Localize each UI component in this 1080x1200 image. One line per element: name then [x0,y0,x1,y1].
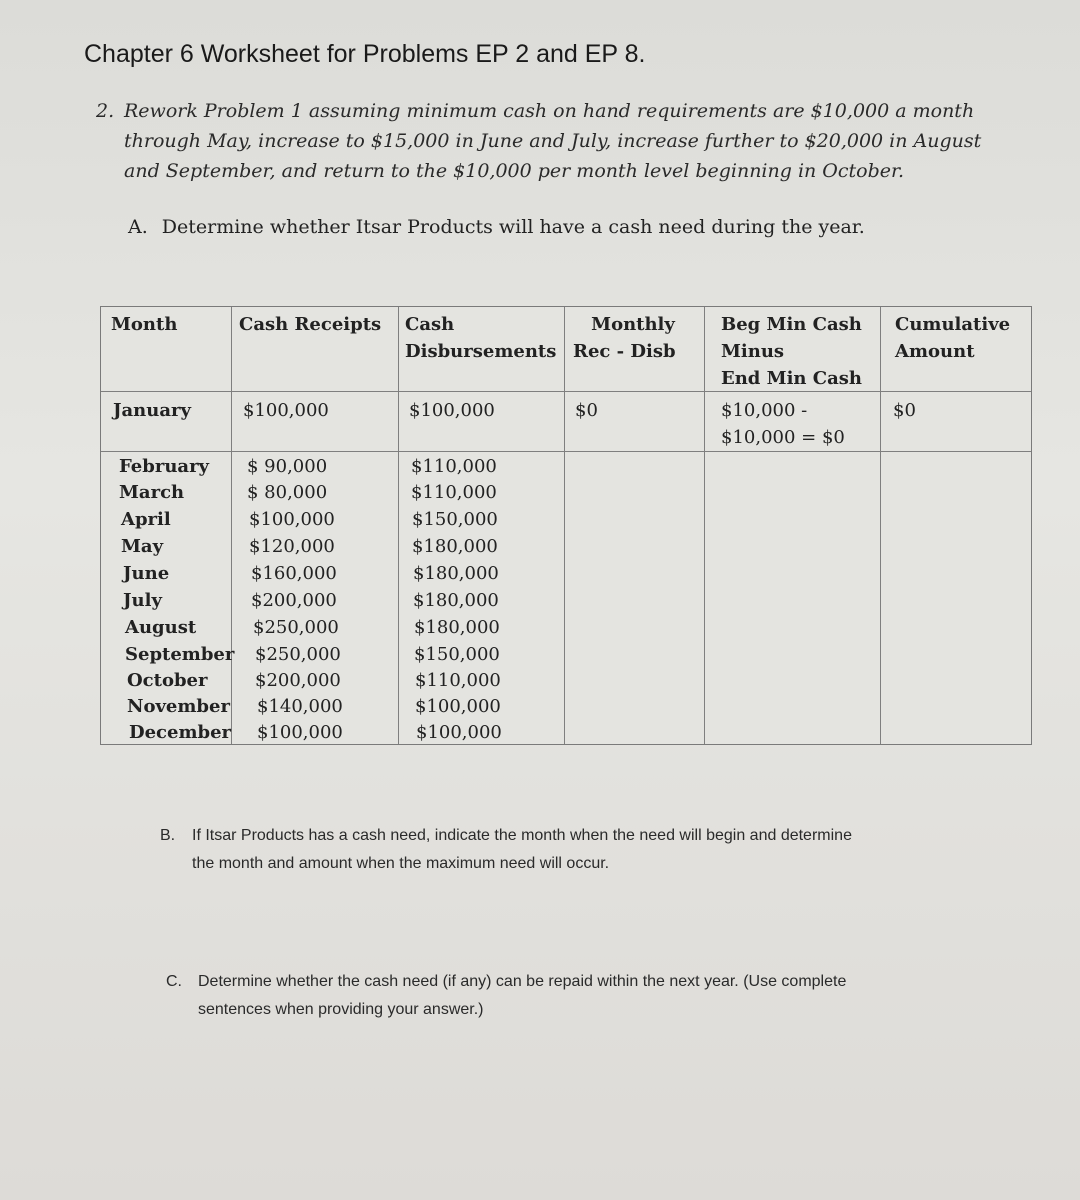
row-receipts: $120,000 [249,536,335,557]
row-disbursements: $180,000 [413,590,499,611]
part-b-label: B. [160,827,176,844]
row-disbursements: $150,000 [412,509,498,530]
january-disbursements: $100,000 [409,400,495,421]
problem-line: through May, increase to $15,000 in June and July, increase further to $20,000 in August [124,130,982,152]
row-disbursements: $110,000 [411,456,497,477]
column-divider [880,307,881,744]
part-c-question [166,968,966,1024]
header-disbursements-line1: Cash [405,314,455,335]
part-a-label: A. [128,216,148,238]
row-month: November [127,696,230,717]
header-cumulative-line1: Cumulative [895,314,1011,335]
row-disbursements: $150,000 [414,644,500,665]
row-disbursements: $180,000 [414,617,500,638]
header-monthly-line1: Monthly [591,314,675,335]
row-receipts: $100,000 [249,509,335,530]
part-c-line1: Determine whether the cash need (if any) can be repaid within the next year. (Use complete [198,973,847,990]
row-month: March [119,482,185,503]
row-disbursements: $110,000 [411,482,497,503]
row-disbursements: $110,000 [415,670,501,691]
part-c-label: C. [166,973,182,990]
row-month: July [123,590,162,611]
column-divider [704,307,705,744]
part-a-question [128,216,865,238]
part-b-question [160,822,980,878]
part-b-line2: the month and amount when the maximum need will occur. [192,855,610,872]
row-receipts: $ 90,000 [247,456,328,477]
row-receipts: $160,000 [251,563,337,584]
january-receipts: $100,000 [243,400,329,421]
january-month: January [113,400,191,421]
row-month: April [121,509,171,530]
row-month: May [121,536,164,557]
row-month: February [119,456,210,477]
row-receipts: $250,000 [253,617,339,638]
row-disbursements: $180,000 [413,563,499,584]
row-receipts: $140,000 [257,696,343,717]
row-receipts: $100,000 [257,722,343,743]
january-min-cash-line1: $10,000 - [721,400,808,421]
problem-line: Rework Problem 1 assuming minimum cash on hand requirements are $10,000 a month [124,100,975,122]
row-month: December [129,722,232,743]
header-cash-receipts: Cash Receipts [239,314,382,335]
header-divider [101,391,1031,392]
row-disbursements: $100,000 [415,696,501,717]
row-month: September [125,644,235,665]
part-c-line2: sentences when providing your answer.) [198,1001,484,1018]
row-receipts: $250,000 [255,644,341,665]
row-disbursements: $180,000 [412,536,498,557]
page-title: Chapter 6 Worksheet for Problems EP 2 and EP 8. [84,40,646,68]
part-a-text: Determine whether Itsar Products will have a cash need during the year. [161,216,865,238]
header-min-cash-line2: Minus [721,341,785,362]
cash-budget-table [100,306,1032,745]
january-cumulative: $0 [893,400,916,421]
column-divider [398,307,399,744]
column-divider [231,307,232,744]
january-min-cash-line2: $10,000 = $0 [721,427,845,448]
header-monthly-line2: Rec - Disb [573,341,676,362]
row-receipts: $200,000 [255,670,341,691]
problem-number: 2. [96,100,115,122]
row-receipts: $ 80,000 [247,482,328,503]
header-disbursements-line2: Disbursements [405,341,557,362]
row-disbursements: $100,000 [416,722,502,743]
row-divider [101,451,1031,452]
header-cumulative-line2: Amount [895,341,975,362]
part-b-line1: If Itsar Products has a cash need, indicate the month when the need will begin and determine [192,827,852,844]
problem-line: and September, and return to the $10,000 per month level beginning in October. [124,160,905,182]
january-monthly: $0 [575,400,598,421]
row-month: August [125,617,197,638]
row-receipts: $200,000 [251,590,337,611]
row-month: October [127,670,208,691]
header-month: Month [111,314,178,335]
row-month: June [123,563,170,584]
header-min-cash-line3: End Min Cash [721,368,862,389]
header-min-cash-line1: Beg Min Cash [721,314,862,335]
column-divider [564,307,565,744]
